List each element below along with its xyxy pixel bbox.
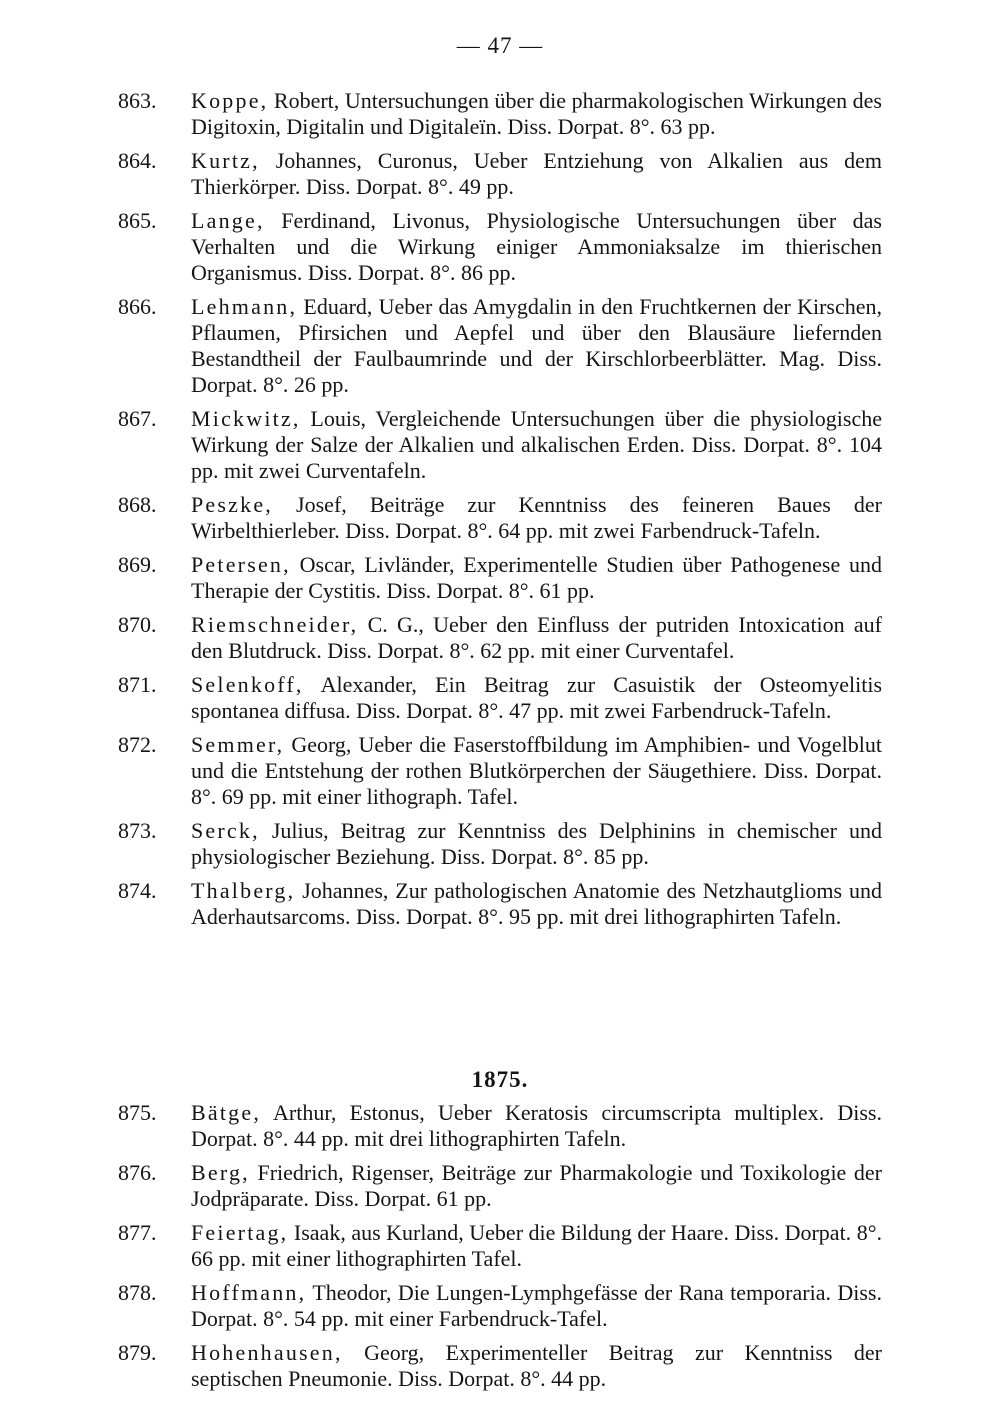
entry-number: 879. [118, 1340, 157, 1365]
entry-author: Koppe, [191, 88, 269, 113]
entry-number: 877. [118, 1220, 157, 1245]
entry-number: 866. [118, 294, 157, 319]
list-item [118, 148, 882, 200]
entry-number: 865. [118, 208, 157, 233]
list-item [118, 1220, 882, 1272]
entry-text: Robert, Untersuchungen über die pharmakologischen Wirkungen des Digitoxin, Digitalin und Digitaleïn. Diss. Dorpat. 8°. 63 pp. [191, 88, 882, 139]
year-heading: 1875. [471, 1067, 529, 1092]
list-item [118, 492, 882, 544]
entry-author: Serck, [191, 818, 260, 843]
entry-text: Josef, Beiträge zur Kenntniss des feineren Baues der Wirbelthierleber. Diss. Dorpat. 8°. 64 pp. mit zwei Farbendruck-Tafeln. [191, 492, 882, 543]
entry-author: Lehmann, [191, 294, 298, 319]
list-item [118, 552, 882, 604]
entry-author: Kurtz, [191, 148, 260, 173]
entry-author: Hohenhausen, [191, 1340, 343, 1365]
list-item [118, 1340, 882, 1392]
entry-text: Isaak, aus Kurland, Ueber die Bildung der Haare. Diss. Dorpat. 8°. 66 pp. mit einer lithographirten Tafel. [191, 1220, 882, 1271]
entry-text: Ferdinand, Livonus, Physiologische Untersuchungen über das Verhalten und die Wirkung einiger Ammoniaksalze im thierischen Organismus. Diss. Dorpat. 8°. 86 pp. [191, 208, 882, 285]
entry-text: Johannes, Zur pathologischen Anatomie des Netzhautglioms und Aderhautsarcoms. Diss. Dorpat. 8°. 95 pp. mit drei lithographirten Tafeln. [191, 878, 882, 929]
entry-author: Lange, [191, 208, 265, 233]
list-item [118, 732, 882, 810]
entry-text: Theodor, Die Lungen-Lymphgefässe der Rana temporaria. Diss. Dorpat. 8°. 54 pp. mit einer Farbendruck-Tafel. [191, 1280, 882, 1331]
list-item [118, 294, 882, 398]
entry-number: 873. [118, 818, 157, 843]
entry-text: Georg, Ueber die Faserstoffbildung im Amphibien- und Vogelblut und die Entstehung der rothen Blutkörperchen der Säugethiere. Diss. Dorpat. 8°. 69 pp. mit einer lithograph. Tafel. [191, 732, 882, 809]
entry-text: Georg, Experimenteller Beitrag zur Kenntniss der septischen Pneumonie. Diss. Dorpat. 8°. 44 pp. [191, 1340, 882, 1391]
entry-number: 867. [118, 406, 157, 431]
entry-author: Berg, [191, 1160, 250, 1185]
list-item [118, 1100, 882, 1152]
entry-text: Arthur, Estonus, Ueber Keratosis circumscripta multiplex. Diss. Dorpat. 8°. 44 pp. mit drei lithographirten Tafeln. [191, 1100, 882, 1151]
entry-text: Alexander, Ein Beitrag zur Casuistik der Osteomyelitis spontanea diffusa. Diss. Dorpat. 8°. 47 pp. mit zwei Farbendruck-Tafeln. [191, 672, 882, 723]
entry-text: Oscar, Livländer, Experimentelle Studien über Pathogenese und Therapie der Cystitis. Diss. Dorpat. 8°. 61 pp. [191, 552, 882, 603]
list-item [118, 1280, 882, 1332]
entry-author: Semmer, [191, 732, 285, 757]
entry-number: 871. [118, 672, 157, 697]
list-item [118, 672, 882, 724]
entry-number: 878. [118, 1280, 157, 1305]
entry-author: Selenkoff, [191, 672, 304, 697]
entry-author: Petersen, [191, 552, 291, 577]
entry-list-1874 [118, 88, 882, 938]
page-number: — 47 — [456, 33, 544, 58]
list-item [118, 818, 882, 870]
entry-author: Bätge, [191, 1100, 262, 1125]
entry-author: Riemschneider, [191, 612, 359, 637]
list-item [118, 208, 882, 286]
entry-text: Louis, Vergleichende Untersuchungen über die physiologische Wirkung der Salze der Alkalien und alkalischen Erden. Diss. Dorpat. 8°. 104 pp. mit zwei Curventafeln. [191, 406, 882, 483]
entry-author: Thalberg, [191, 878, 296, 903]
entry-author: Feiertag, [191, 1220, 289, 1245]
list-item [118, 1160, 882, 1212]
list-item [118, 406, 882, 484]
entry-text: Johannes, Curonus, Ueber Entziehung von Alkalien aus dem Thierkörper. Diss. Dorpat. 8°. 49 pp. [191, 148, 882, 199]
entry-number: 864. [118, 148, 157, 173]
entry-text: Eduard, Ueber das Amygdalin in den Fruchtkernen der Kirschen, Pflaumen, Pfirsichen und Aepfel und über den Blausäure liefernden Bestandtheil der Faulbaumrinde und der Kirschlorbeerblätter. Mag. Diss. Dorpat. 8°. 26 pp. [191, 294, 882, 397]
entry-number: 875. [118, 1100, 157, 1125]
entry-text: C. G., Ueber den Einfluss der putriden Intoxication auf den Blutdruck. Diss. Dorpat. 8°. 62 pp. mit einer Curventafel. [191, 612, 882, 663]
entry-number: 868. [118, 492, 157, 517]
entry-text: Friedrich, Rigenser, Beiträge zur Pharmakologie und Toxikologie der Jodpräparate. Diss. Dorpat. 61 pp. [191, 1160, 882, 1211]
list-item [118, 612, 882, 664]
entry-author: Peszke, [191, 492, 273, 517]
entry-number: 874. [118, 878, 157, 903]
entry-number: 863. [118, 88, 157, 113]
entry-number: 869. [118, 552, 157, 577]
entry-list-1875 [118, 1100, 882, 1400]
entry-text: Julius, Beitrag zur Kenntniss des Delphinins in chemischer und physiologischer Beziehung. Diss. Dorpat. 8°. 85 pp. [191, 818, 882, 869]
entry-number: 872. [118, 732, 157, 757]
entry-author: Hoffmann, [191, 1280, 307, 1305]
list-item [118, 88, 882, 140]
entry-number: 870. [118, 612, 157, 637]
entry-author: Mickwitz, [191, 406, 301, 431]
entry-number: 876. [118, 1160, 157, 1185]
list-item [118, 878, 882, 930]
